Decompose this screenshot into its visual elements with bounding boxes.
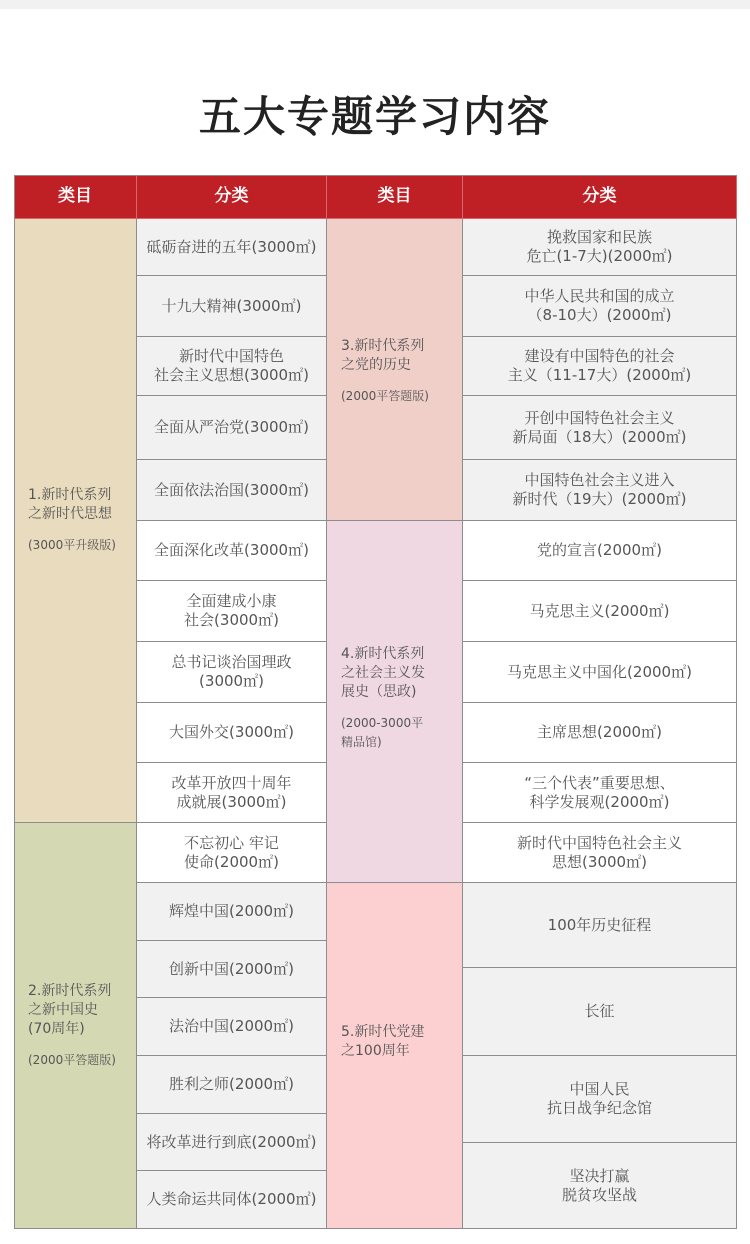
topic-item: 中华人民共和国的成立 （8-10大）(2000㎡) — [463, 276, 737, 337]
topic-item: 全面建成小康 社会(3000㎡) — [137, 581, 327, 642]
topic-item: 砥砺奋进的五年(3000㎡) — [137, 219, 327, 276]
topic-item: 开创中国特色社会主义 新局面（18大）(2000㎡) — [463, 396, 737, 460]
header-category-2: 类目 — [327, 175, 463, 219]
category-party-centenary — [327, 883, 463, 1229]
topic-item: 党的宣言(2000㎡) — [463, 521, 737, 581]
topic-item: 全面深化改革(3000㎡) — [137, 521, 327, 581]
topic-item: 改革开放四十周年 成就展(3000㎡) — [137, 763, 327, 823]
category-note: (2000平答题版) — [341, 389, 429, 403]
topic-item: 100年历史征程 — [463, 883, 737, 968]
category-party-history — [327, 219, 463, 521]
category-socialism-history — [327, 521, 463, 883]
topic-item: 马克思主义中国化(2000㎡) — [463, 642, 737, 703]
topic-item: 坚决打赢 脱贫攻坚战 — [463, 1143, 737, 1229]
topic-item: 辉煌中国(2000㎡) — [137, 883, 327, 941]
page-title: 五大专题学习内容 — [198, 92, 551, 141]
category-new-era-thought — [14, 219, 137, 823]
header-subcategory-2: 分类 — [463, 175, 737, 219]
topic-item: 新时代中国特色社会主义 思想(3000㎡) — [463, 823, 737, 883]
topic-item: 大国外交(3000㎡) — [137, 703, 327, 763]
topic-item: 将改革进行到底(2000㎡) — [137, 1114, 327, 1171]
category-note: (2000平答题版) — [28, 1052, 116, 1067]
topic-item: 创新中国(2000㎡) — [137, 941, 327, 998]
category-title: 3.新时代系列 之党的历史 — [341, 338, 425, 373]
header-subcategory-1: 分类 — [137, 175, 327, 219]
topic-item: 法治中国(2000㎡) — [137, 998, 327, 1056]
category-new-china-history — [14, 823, 137, 1229]
topic-item: 建设有中国特色的社会 主义（11-17大）(2000㎡) — [463, 337, 737, 396]
category-title: 5.新时代党建 之100周年 — [341, 1024, 425, 1059]
category-note: (3000平升级版) — [28, 538, 116, 552]
category-title: 2.新时代系列 之新中国史 (70周年) — [28, 982, 112, 1037]
topic-item: 全面从严治党(3000㎡) — [137, 396, 327, 460]
topic-item: 十九大精神(3000㎡) — [137, 276, 327, 337]
topic-item: 不忘初心 牢记 使命(2000㎡) — [137, 823, 327, 883]
topic-item: 人类命运共同体(2000㎡) — [137, 1171, 327, 1229]
category-title: 1.新时代系列 之新时代思想 — [28, 487, 112, 522]
topic-item: 主席思想(2000㎡) — [463, 703, 737, 763]
topic-item: “三个代表”重要思想、 科学发展观(2000㎡) — [463, 763, 737, 823]
top-strip — [0, 0, 750, 9]
topic-item: 胜利之师(2000㎡) — [137, 1056, 327, 1114]
topic-item: 中国人民 抗日战争纪念馆 — [463, 1056, 737, 1143]
header-category-1: 类目 — [14, 175, 137, 219]
topic-item: 新时代中国特色 社会主义思想(3000㎡) — [137, 337, 327, 396]
topic-item: 全面依法治国(3000㎡) — [137, 460, 327, 521]
topic-item: 总书记谈治国理政 (3000㎡) — [137, 642, 327, 703]
topic-item: 长征 — [463, 968, 737, 1056]
topic-item: 挽救国家和民族 危亡(1-7大)(2000㎡) — [463, 219, 737, 276]
topic-item: 中国特色社会主义进入 新时代（19大）(2000㎡) — [463, 460, 737, 521]
topic-item: 马克思主义(2000㎡) — [463, 581, 737, 642]
category-title: 4.新时代系列 之社会主义发 展史（思政) — [341, 646, 425, 700]
category-note: (2000-3000平 精品馆) — [341, 716, 424, 749]
